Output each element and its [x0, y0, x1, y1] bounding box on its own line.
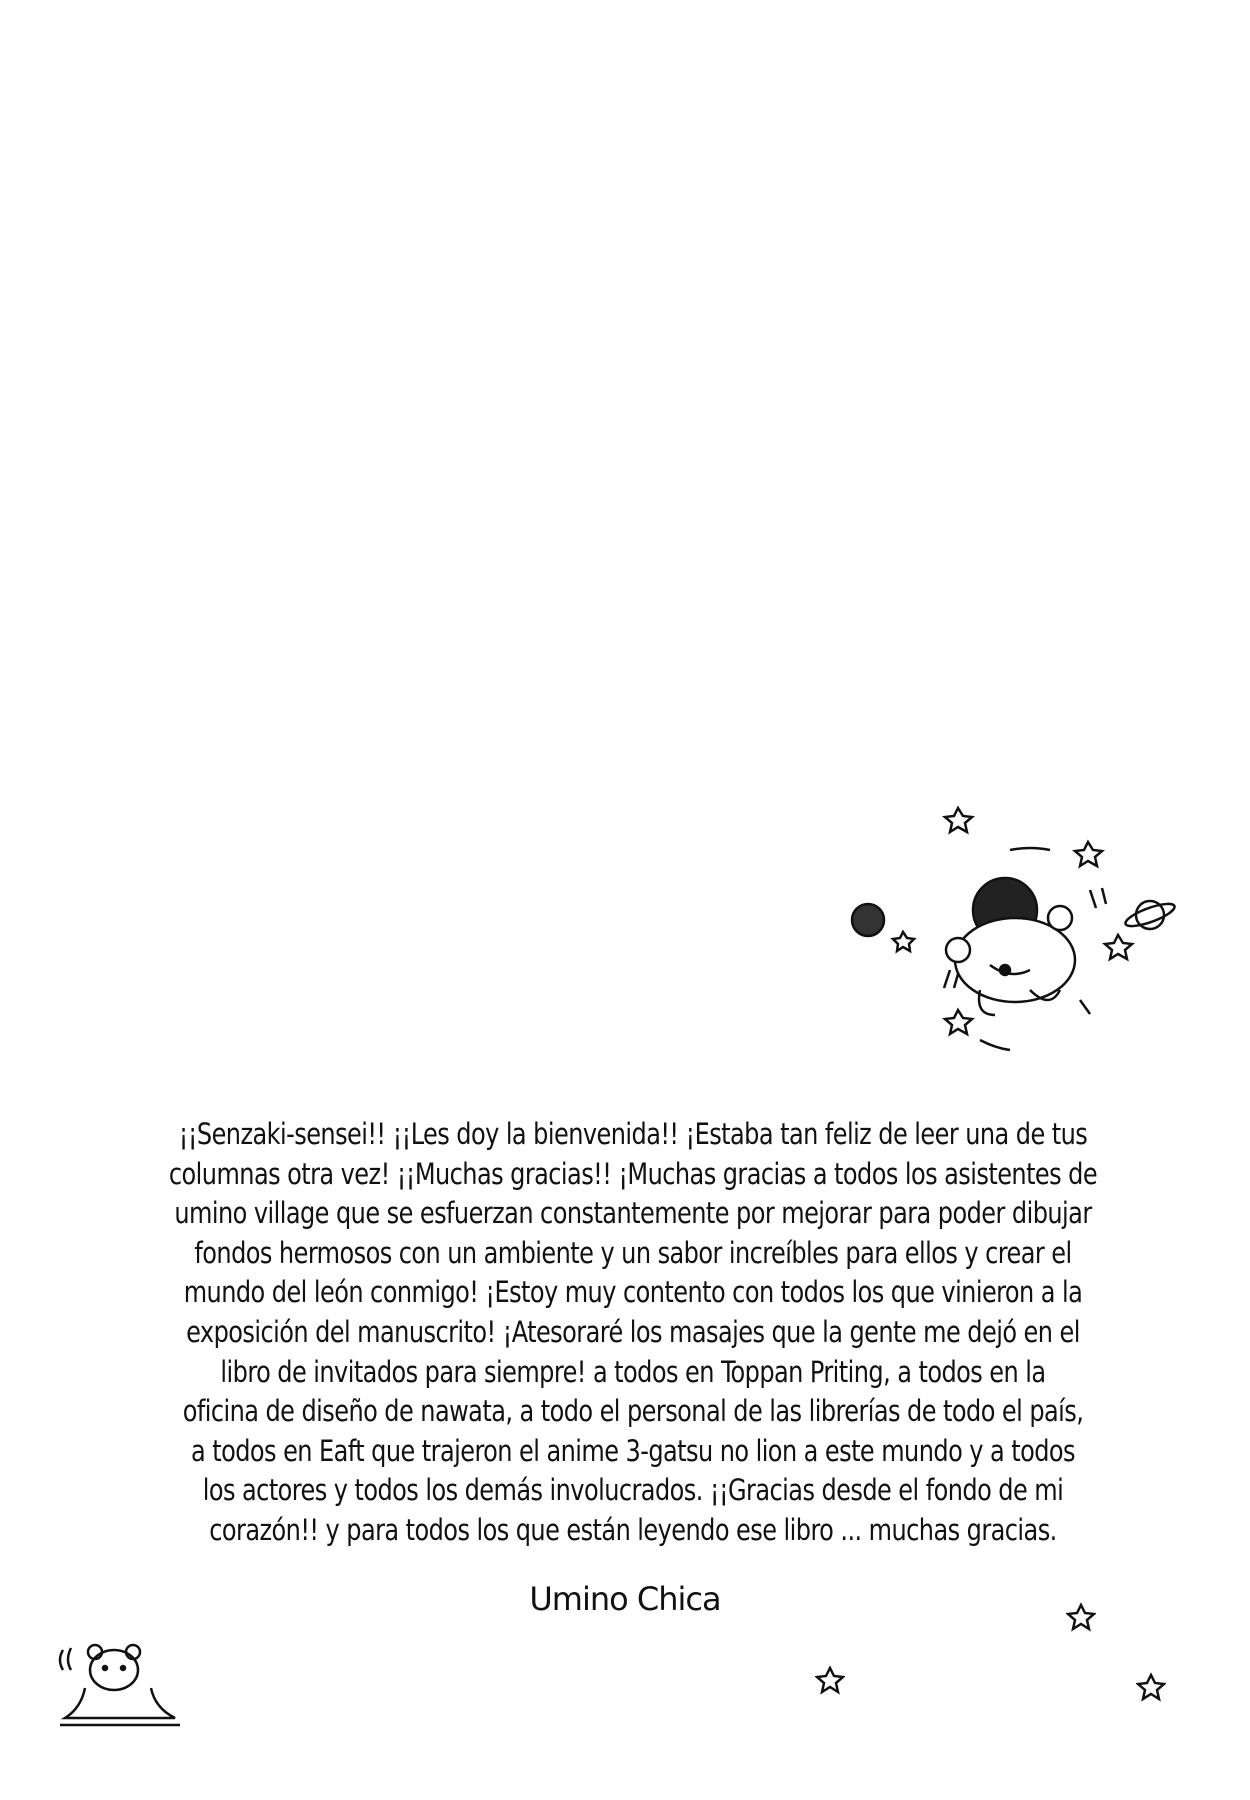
message-line: los actores y todos los demás involucrados. ¡¡Gracias desde el fondo de mi	[202, 1473, 1064, 1507]
star-icon	[945, 808, 972, 832]
bear-doodle	[55, 1640, 185, 1730]
message-line: exposición del manuscrito! ¡Atesoraré los masajes que la gente me dejó en el	[186, 1315, 1080, 1349]
message-line: corazón!! y para todos los que están leyendo ese libro ... muchas gracias.	[209, 1513, 1057, 1547]
star-icon	[1075, 842, 1102, 866]
message-line: oficina de diseño de nawata, a todo el personal de las librerías de todo el país,	[182, 1394, 1084, 1428]
star-icon	[945, 1010, 972, 1034]
planet-icon	[852, 904, 884, 936]
signature: Umino Chica	[529, 1580, 721, 1618]
message-line: umino village que se esfuerzan constantemente por mejorar para poder dibujar	[174, 1196, 1092, 1230]
message-line: a todos en Eaft que trajeron el anime 3-gatsu no lion a este mundo y a todos	[191, 1434, 1075, 1468]
message-line: columnas otra vez! ¡¡Muchas gracias!! ¡Muchas gracias a todos los asistentes de	[168, 1157, 1098, 1191]
message-line: ¡¡Senzaki-sensei!! ¡¡Les doy la bienvenida!! ¡Estaba tan feliz de leer una de tus	[178, 1117, 1088, 1151]
message-line: libro de invitados para siempre! a todos en Toppan Priting, a todos en la	[220, 1355, 1046, 1389]
message-line: fondos hermosos con un ambiente y un sabor increíbles para ellos y crear el	[194, 1236, 1072, 1270]
star-icon	[815, 1665, 845, 1695]
star-icon	[1066, 1602, 1096, 1632]
character-illustration	[840, 790, 1190, 1080]
star-icon	[1136, 1672, 1166, 1702]
message-line: mundo del león conmigo! ¡Estoy muy contento con todos los que vinieron a la	[183, 1275, 1083, 1309]
star-icon	[1105, 935, 1132, 959]
star-icon	[893, 932, 914, 951]
